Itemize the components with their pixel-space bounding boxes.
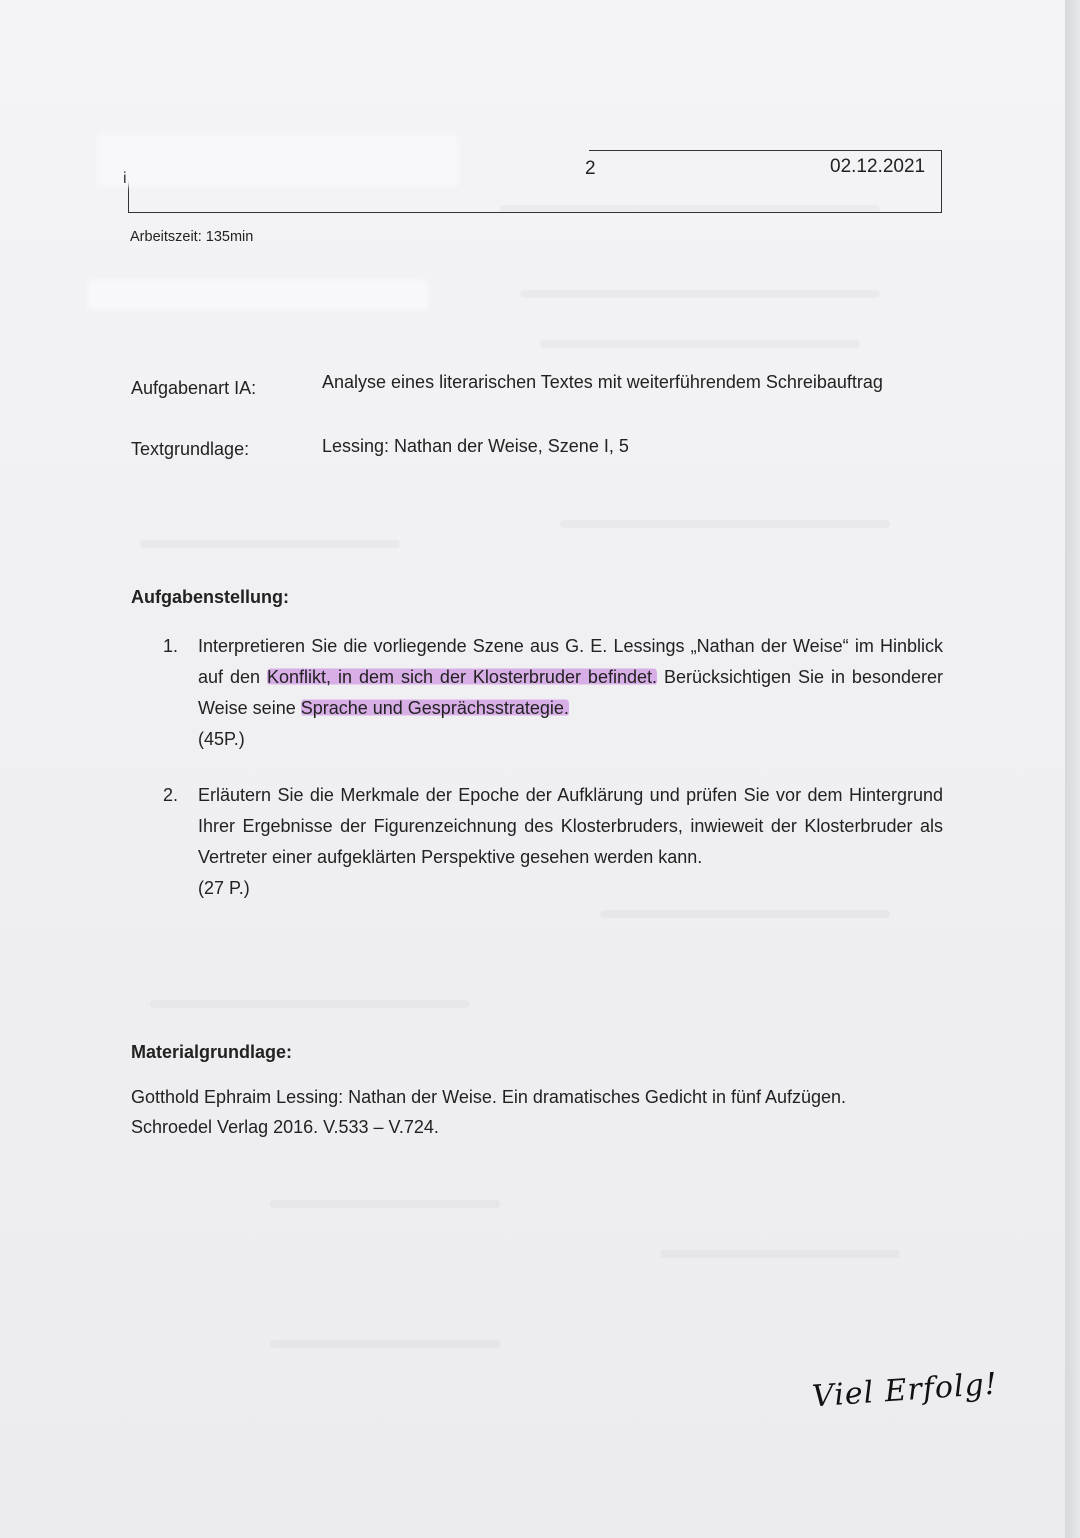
task-1-text-middle: Berücksichtigen Sie in besonderer Weise seine	[198, 667, 943, 718]
header-number: 2	[585, 158, 596, 179]
task-1-text	[198, 631, 943, 724]
next-page-edge	[1065, 0, 1080, 1538]
task-1	[163, 631, 943, 755]
header-initial: i	[123, 170, 127, 187]
task-type-label: Aufgabenart IA:	[131, 378, 257, 398]
bleed-through	[150, 1000, 470, 1008]
task-1-points: (45P.)	[198, 729, 245, 749]
bleed-through	[520, 290, 880, 298]
work-time: Arbeitszeit: 135min	[130, 229, 254, 245]
bleed-through	[270, 1340, 500, 1348]
task-2-points: (27 P.)	[198, 878, 250, 898]
bleed-through	[540, 340, 860, 348]
text-basis-label: Textgrundlage:	[131, 439, 250, 459]
material-source: Gotthold Ephraim Lessing: Nathan der Weise. Ein dramatisches Gedicht in fünf Aufzügen. Schroedel Verlag 2016. V.533 – V.724.	[131, 1087, 847, 1137]
bleed-through	[600, 910, 890, 918]
header-date: 02.12.2021	[830, 156, 926, 177]
bleed-through	[560, 520, 890, 528]
task-1-highlight-language: Sprache und Gesprächsstrategie.	[300, 698, 569, 718]
task-type-value: Analyse eines literarischen Textes mit weiterführendem Schreibauftrag	[322, 372, 883, 392]
task-1-number: 1.	[163, 636, 179, 656]
task-2-text: Erläutern Sie die Merkmale der Epoche der Aufklärung und prüfen Sie vor dem Hintergrund Ihrer Ergebnisse der Figurenzeichnung des Klosterbruders, inwieweit der Klosterbruder als Vertreter einer aufgeklärten Perspektive gesehen werden kann.	[198, 785, 943, 867]
material-heading: Materialgrundlage:	[131, 1042, 293, 1062]
bleed-through	[660, 1250, 900, 1258]
task-1-text-start: Interpretieren Sie die vorliegende Szene aus G. E. Lessings „Nathan der Weise“ im Hinblick auf den	[198, 636, 943, 687]
task-2	[163, 780, 943, 904]
bleed-through	[140, 540, 400, 548]
redaction-block	[98, 134, 458, 186]
handwritten-signature: Viel Erfolg!	[811, 1366, 999, 1415]
assignment-heading: Aufgabenstellung:	[131, 587, 289, 607]
task-2-number: 2.	[163, 785, 179, 805]
text-basis-value: Lessing: Nathan der Weise, Szene I, 5	[322, 436, 629, 456]
bleed-through	[270, 1200, 500, 1208]
redaction-block	[88, 280, 428, 310]
task-1-highlight-conflict: Konflikt, in dem sich der Klosterbruder befindet.	[267, 667, 657, 687]
header-box-top-border	[589, 150, 941, 151]
